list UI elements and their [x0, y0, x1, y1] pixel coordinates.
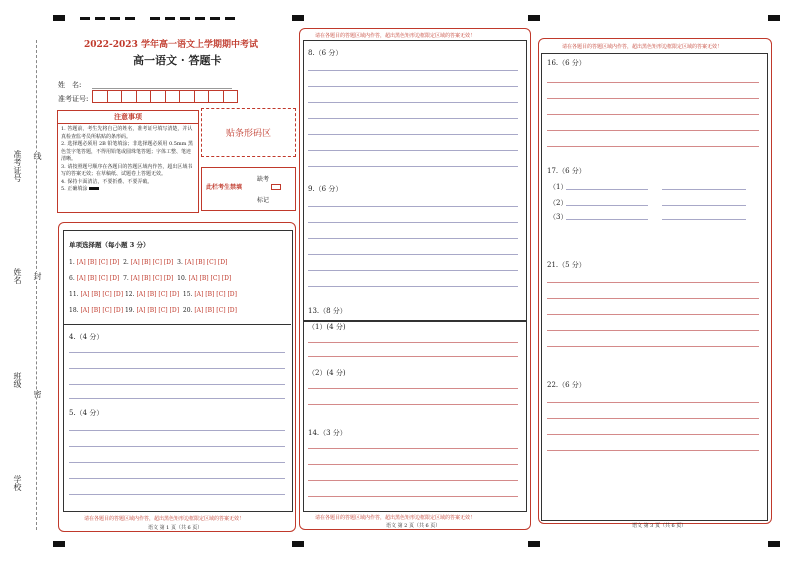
barcode-area — [201, 108, 296, 157]
answer-line[interactable] — [69, 368, 285, 369]
answer-line[interactable] — [547, 450, 759, 451]
answer-line[interactable] — [69, 430, 285, 431]
notice-box — [57, 110, 199, 213]
q-number: 11. — [69, 291, 79, 298]
answer-line[interactable] — [308, 448, 518, 449]
ticket-label: 准考证号: — [58, 95, 89, 103]
page2-answer-area-bottom — [303, 320, 527, 512]
ticket-number-boxes[interactable] — [92, 90, 238, 103]
warning-text: 请在各题目的答题区域内作答，超出黑色矩形边框限定区域的答案无效！ — [562, 44, 723, 50]
answer-line[interactable] — [308, 404, 518, 405]
q5-label: 5.（4 分） — [69, 409, 104, 417]
registration-mark — [768, 15, 780, 21]
warning-text: 请在各题目的答题区域内作答，超出黑色矩形边框限定区域的答案无效！ — [315, 515, 476, 521]
answer-line[interactable] — [547, 298, 759, 299]
absent-top-label: 缺考 — [257, 176, 270, 183]
q9-label: 9.（6 分） — [308, 185, 343, 193]
warning-text: 请在各题目的答题区域内作答，超出黑色矩形边框限定区域的答案无效！ — [315, 33, 476, 39]
answer-line[interactable] — [547, 130, 759, 131]
answer-line[interactable] — [547, 434, 759, 435]
sidebar-xian: 线 — [33, 152, 42, 160]
q-number: 18. — [69, 307, 79, 314]
sidebar-feng: 封 — [33, 272, 42, 280]
page-footer: 语文 第 3 页（共 6 页） — [632, 523, 687, 529]
mc-options[interactable]: [A] [B] [C] [D] — [184, 259, 228, 266]
q-number: 15. — [182, 291, 193, 298]
answer-line[interactable] — [69, 494, 285, 495]
answer-line[interactable] — [566, 189, 648, 190]
answer-line[interactable] — [662, 219, 746, 220]
answer-line[interactable] — [308, 166, 518, 167]
registration-mark — [80, 17, 90, 20]
answer-line[interactable] — [566, 205, 648, 206]
answer-line[interactable] — [547, 114, 759, 115]
notice-title: 注意事项 — [58, 111, 198, 124]
answer-line[interactable] — [547, 402, 759, 403]
q17-part2-label: （2） — [549, 199, 568, 207]
page-footer: 语文 第 1 页（共 6 页） — [148, 525, 203, 531]
sidebar-name-label: 姓名 — [13, 268, 22, 284]
mc-options[interactable]: [A] [B] [C] [D] — [130, 275, 174, 282]
q13-label: 13.（8 分） — [308, 307, 347, 315]
registration-mark — [195, 17, 205, 20]
registration-mark — [225, 17, 235, 20]
answer-line[interactable] — [308, 342, 518, 343]
mc-options[interactable]: [A] [B] [C] [D] — [80, 307, 124, 314]
notice-item: 1. 答题前，考生先将自己的姓名，准考证号填写清楚，并认真检查监考员所粘贴的条形码。 — [61, 126, 193, 140]
q13-part1-label: （1）(4 分) — [308, 323, 346, 331]
registration-mark — [53, 15, 65, 21]
sidebar-ticket-label: 准考证号 — [13, 150, 22, 182]
q-number: 1. — [69, 259, 75, 266]
q17-part1-label: （1） — [549, 183, 568, 191]
registration-mark — [180, 17, 190, 20]
mc-row — [69, 271, 237, 287]
mc-options[interactable]: [A] [B] [C] [D] — [76, 275, 120, 282]
q22-label: 22.（6 分） — [547, 381, 586, 389]
answer-line[interactable] — [69, 352, 285, 353]
name-label: 姓 名: — [58, 81, 82, 89]
sidebar-class-label: 班级 — [13, 372, 22, 388]
mc-options[interactable]: [A] [B] [C] [D] — [80, 291, 124, 298]
answer-line[interactable] — [547, 82, 759, 83]
answer-line[interactable] — [308, 150, 518, 151]
answer-line[interactable] — [547, 146, 759, 147]
answer-line[interactable] — [308, 222, 518, 223]
registration-mark — [292, 541, 304, 547]
q-number: 2. — [123, 259, 129, 266]
registration-mark — [150, 17, 160, 20]
registration-mark — [110, 17, 120, 20]
answer-line[interactable] — [69, 446, 285, 447]
registration-mark — [292, 15, 304, 21]
sidebar-school-label: 学校 — [13, 475, 22, 491]
q-number: 19. — [124, 307, 135, 314]
mc-row — [69, 255, 237, 271]
answer-line[interactable] — [308, 70, 518, 71]
answer-line[interactable] — [308, 238, 518, 239]
q4-label: 4.（4 分） — [69, 333, 104, 341]
q21-label: 21.（5 分） — [547, 261, 586, 269]
answer-line[interactable] — [69, 462, 285, 463]
barcode-label: 贴条形码区 — [225, 129, 271, 139]
mc-row — [69, 303, 237, 319]
answer-line[interactable] — [308, 356, 518, 357]
absent-bottom-label: 标记 — [257, 197, 270, 204]
q14-label: 14.（3 分） — [308, 429, 347, 437]
q17-label: 17.（6 分） — [547, 167, 586, 175]
q17-part3-label: （3） — [549, 213, 568, 221]
answer-line[interactable] — [308, 464, 518, 465]
notice-item: 4. 保持卡面清洁，不要折叠、不要弄破。 — [61, 178, 153, 185]
mc-options[interactable]: [A] [B] [C] [D] — [130, 259, 174, 266]
absent-mark-box[interactable] — [271, 184, 281, 190]
answer-line[interactable] — [69, 384, 285, 385]
answer-line[interactable] — [547, 330, 759, 331]
answer-line[interactable] — [69, 478, 285, 479]
q-number: 3. — [177, 259, 183, 266]
registration-mark — [528, 15, 540, 21]
q8-label: 8.（6 分） — [308, 49, 343, 57]
q-number: 7. — [123, 275, 129, 282]
page-subtitle: 高一语文 · 答题卡 — [133, 54, 222, 67]
answer-line[interactable] — [308, 206, 518, 207]
answer-line[interactable] — [308, 134, 518, 135]
answer-line[interactable] — [308, 286, 518, 287]
name-field[interactable] — [92, 88, 232, 89]
fill-example-icon — [89, 187, 99, 190]
mc-options[interactable]: [A] [B] [C] [D] — [136, 291, 180, 298]
section-divider — [63, 324, 291, 325]
mc-options[interactable]: [A] [B] [C] [D] — [188, 275, 232, 282]
answer-line[interactable] — [308, 118, 518, 119]
answer-line[interactable] — [662, 205, 746, 206]
mc-options[interactable]: [A] [B] [C] [D] — [194, 307, 237, 314]
q-number: 20. — [182, 307, 193, 314]
q-number: 6. — [69, 275, 75, 282]
registration-mark — [210, 17, 220, 20]
answer-line[interactable] — [662, 189, 746, 190]
notice-item: 5. 正确填涂 — [61, 186, 88, 192]
answer-line[interactable] — [547, 282, 759, 283]
q-number: 10. — [177, 275, 187, 282]
absent-box — [201, 167, 296, 211]
answer-line[interactable] — [308, 86, 518, 87]
answer-line[interactable] — [308, 496, 518, 497]
mc-options[interactable]: [A] [B] [C] [D] — [76, 259, 120, 266]
mc-options[interactable]: [A] [B] [C] [D] — [194, 291, 237, 298]
answer-line[interactable] — [308, 388, 518, 389]
notice-item: 2. 选择题必须用 2B 铅笔填涂；非选择题必须用 0.5mm 黑色签字笔答题，不得用铅笔或圆珠笔答题；字体工整、笔迹清晰。 — [61, 141, 194, 162]
answer-line[interactable] — [308, 254, 518, 255]
mc-options[interactable]: [A] [B] [C] [D] — [136, 307, 180, 314]
answer-line[interactable] — [308, 270, 518, 271]
registration-mark — [95, 17, 105, 20]
q16-label: 16.（6 分） — [547, 59, 586, 67]
mc-title: 单项选择题（每小题 3 分） — [69, 241, 150, 249]
registration-mark — [125, 17, 135, 20]
page-footer: 语文 第 2 页（共 6 页） — [386, 523, 441, 529]
answer-line[interactable] — [566, 219, 648, 220]
page-title: 2022-2023 学年高一语文上学期期中考试 — [84, 40, 258, 50]
warning-text: 请在各题目的答题区域内作答，超出黑色矩形边框限定区域的答案无效！ — [84, 516, 245, 522]
registration-mark — [53, 541, 65, 547]
q13-part2-label: （2）(4 分) — [308, 369, 346, 377]
notice-item: 3. 请按照题号顺序在各题目的答题区域内作答，超出区域书写的答案无效；在草稿纸、试题卷上答题无效。 — [61, 163, 193, 177]
registration-mark — [768, 541, 780, 547]
answer-line[interactable] — [547, 418, 759, 419]
page2-answer-area-top — [303, 40, 527, 322]
mc-row — [69, 287, 237, 303]
absent-label: 此栏考生禁填 — [206, 184, 243, 191]
answer-line[interactable] — [547, 98, 759, 99]
answer-line[interactable] — [308, 102, 518, 103]
answer-line[interactable] — [69, 398, 285, 399]
answer-line[interactable] — [547, 314, 759, 315]
mc-grid — [69, 255, 237, 319]
answer-line[interactable] — [547, 346, 759, 347]
answer-line[interactable] — [308, 480, 518, 481]
q-number: 12. — [124, 291, 135, 298]
sidebar-mi: 密 — [33, 390, 42, 398]
binding-line — [36, 40, 37, 530]
registration-mark — [528, 541, 540, 547]
registration-mark — [165, 17, 175, 20]
